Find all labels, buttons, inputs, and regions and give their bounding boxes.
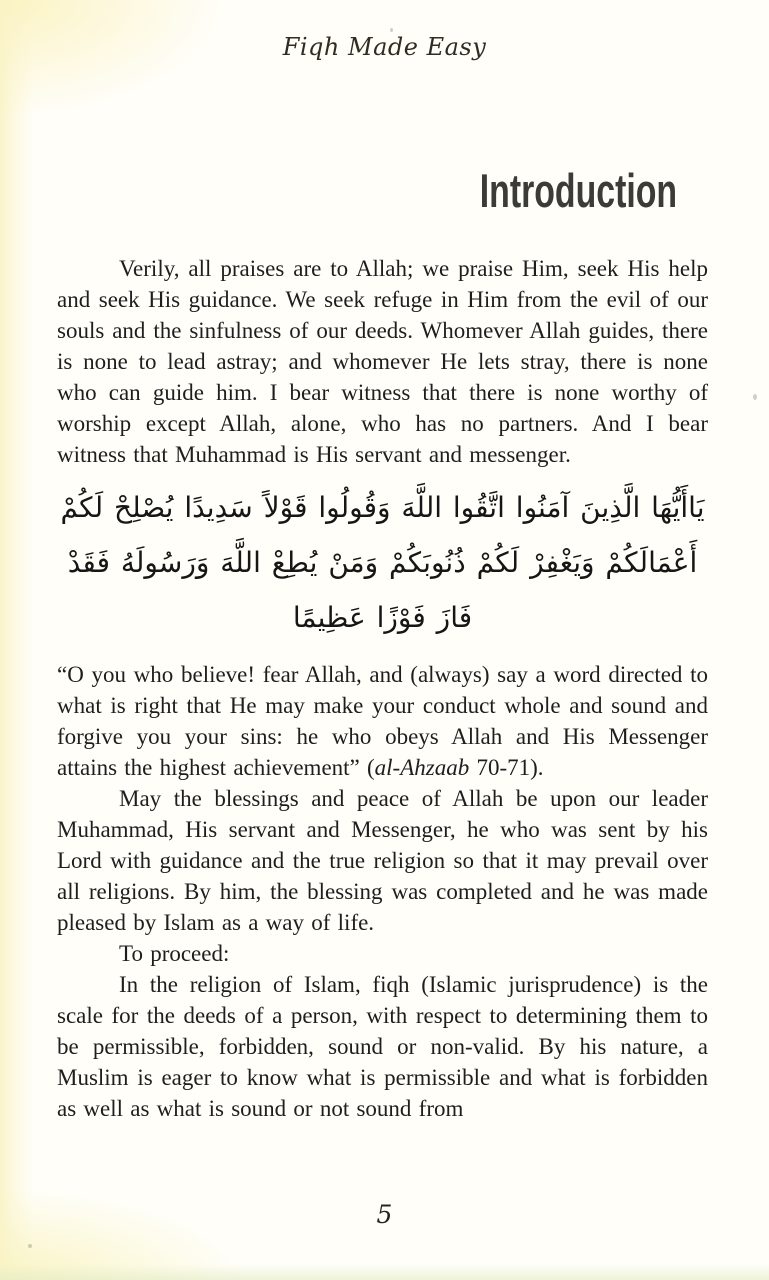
paragraph-verse-translation <box>57 659 708 783</box>
verse-line-3: فَازَ فَوْزًا عَظِيمًا <box>292 601 473 634</box>
verse-reference: al-Ahzaab <box>374 755 470 780</box>
paragraph-blessings: May the blessings and peace of Allah be upon our leader Muhammad, His servant and Messenger, he who was sent by his Lord with guidance and the true religion so that it may prevail over all religions. By him, the blessing was completed and he was made pleased by Islam as a way of life. <box>57 786 708 935</box>
paragraph-opening-praise: Verily, all praises are to Allah; we praise Him, seek His help and seek His guidance. We seek refuge in Him from the evil of our souls and the sinfulness of our deeds. Whomever Allah guides, there is none to lead astray; and whomever He lets stray, there is none who can guide him. I bear witness that there is none worthy of worship except Allah, alone, who has no partners. And I bear witness that Muhammad is His servant and messenger. <box>57 256 708 467</box>
body-text-block <box>57 253 708 1124</box>
running-header: Fiqh Made Easy <box>282 33 487 61</box>
page-edge-tint-left <box>0 0 34 1280</box>
page-number: 5 <box>376 1200 393 1229</box>
scan-speck <box>28 1244 32 1248</box>
paragraph-fiqh-definition: In the religion of Islam, fiqh (Islamic jurisprudence) is the scale for the deeds of a person, with respect to determining them to be permissible, forbidden, sound or non-valid. By his nature, a Muslim is eager to know what is permissible and what is forbidden as well as what is sound or not sound from <box>57 972 708 1121</box>
quran-verse-arabic <box>57 480 708 645</box>
translation-text-end: 70-71). <box>469 755 544 780</box>
paragraph-to-proceed: To proceed: <box>119 941 230 966</box>
scan-speck <box>390 28 393 32</box>
verse-line-2: أَعْمَالَكُمْ وَيَغْفِرْ لَكُمْ ذُنُوبَكُمْ وَمَنْ يُطِعْ اللَّهَ وَرَسُولَهُ فَقَدْ <box>67 546 698 579</box>
translation-text: “O you who believe! fear Allah, and (always) say a word directed to what is right that He may make your conduct whole and sound and forgive you your sins: he who obeys Allah and His Messenger attains the highest achievement” ( <box>57 662 708 780</box>
section-title: Introduction <box>479 164 677 217</box>
verse-line-1: يَاأَيُّهَا الَّذِينَ آمَنُوا اتَّقُوا اللَّهَ وَقُولُوا قَوْلاً سَدِيدًا يُصْلِحْ لَكُمْ <box>60 491 705 524</box>
page-edge-tint-bottom <box>0 1264 769 1280</box>
scan-speck <box>753 394 757 400</box>
